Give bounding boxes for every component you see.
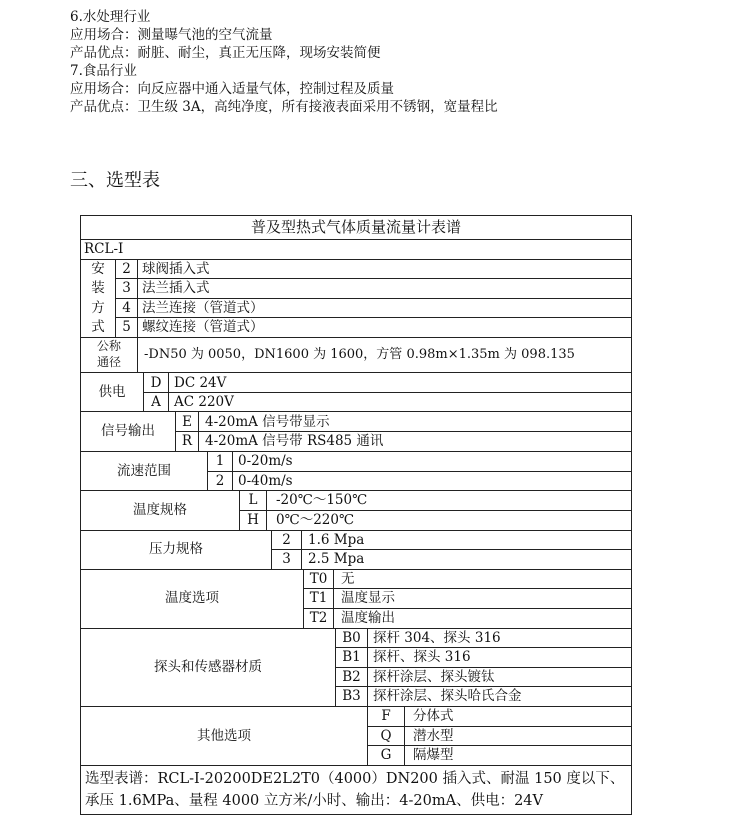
option-code: A [151, 394, 161, 410]
option-code: G [380, 747, 392, 763]
option-text: -20℃～150℃ [276, 492, 368, 508]
table-rule [404, 706, 405, 765]
table-rule [266, 490, 267, 530]
install-label-char: 装 [91, 280, 105, 296]
option-text: 无 [341, 571, 355, 587]
other-label: 其他选项 [197, 728, 251, 744]
table-rule [80, 569, 632, 570]
option-code: E [182, 414, 192, 430]
intro-line: 6.水处理行业 [70, 9, 151, 25]
option-text: 法兰连接（管道式） [142, 300, 264, 316]
power-label: 供电 [98, 384, 126, 400]
option-code: 5 [122, 319, 131, 335]
option-code: T1 [309, 590, 328, 606]
option-code: 3 [122, 280, 131, 296]
option-text: 0-40m/s [238, 473, 293, 489]
temp-spec-label: 温度规格 [133, 502, 187, 518]
table-rule [367, 726, 632, 727]
option-code: T0 [309, 571, 328, 587]
option-code: B1 [342, 649, 361, 665]
option-code: B0 [342, 630, 361, 646]
signal-label: 信号输出 [101, 423, 155, 439]
option-text: 0℃～220℃ [276, 512, 355, 528]
intro-line: 产品优点：卫生级 3A，高纯净度，所有接液表面采用不锈钢，宽量程比 [70, 99, 498, 115]
install-label-char: 方 [91, 300, 105, 316]
intro-line: 应用场合：测量曝气池的空气流量 [70, 27, 273, 43]
option-code: B2 [342, 669, 361, 685]
table-rule [80, 411, 632, 412]
option-text: 隔爆型 [413, 747, 454, 763]
option-text: DC 24V [174, 375, 227, 391]
option-text: 1.6 Mpa [308, 532, 365, 548]
option-code: H [247, 512, 259, 528]
option-text: 4-20mA 信号带 RS485 通讯 [205, 433, 384, 449]
temp-option-label: 温度选项 [165, 590, 219, 606]
option-code: L [248, 492, 258, 508]
diameter-text: -DN50 为 0050，DN1600 为 1600，方管 0.98m×1.35m 为 098.135 [144, 347, 575, 362]
option-text: 探杆 304、探头 316 [373, 630, 501, 646]
option-code: B3 [342, 688, 361, 704]
intro-line: 应用场合：向反应器中通入适量气体，控制过程及质量 [70, 81, 394, 97]
option-text: 螺纹连接（管道式） [142, 319, 264, 335]
option-text: 潜水型 [413, 728, 454, 744]
option-text: 温度显示 [341, 590, 395, 606]
table-rule [168, 372, 169, 411]
table-rule [80, 372, 632, 373]
option-code: 3 [282, 551, 291, 567]
install-label-char: 式 [91, 319, 105, 335]
option-code: D [150, 375, 162, 391]
option-text: 温度输出 [341, 610, 395, 626]
table-rule [367, 745, 632, 746]
option-code: 2 [215, 473, 225, 489]
option-code: F [381, 708, 391, 724]
option-code: T2 [309, 610, 328, 626]
table-rule [631, 215, 632, 815]
option-code: 2 [282, 532, 291, 548]
table-rule [198, 411, 199, 451]
intro-line: 产品优点：耐脏、耐尘，真正无压降，现场安装简便 [70, 45, 381, 61]
option-code: 2 [122, 261, 131, 277]
table-rule [137, 259, 138, 338]
diameter-label: 通径 [96, 355, 121, 369]
option-text: 球阀插入式 [142, 261, 210, 277]
option-text: 0-20m/s [238, 453, 293, 469]
table-rule [80, 337, 632, 338]
table-rule [80, 239, 632, 240]
table-rule [333, 569, 334, 628]
table-rule [80, 706, 632, 707]
table-title: 普及型热式气体质量流量计表谱 [250, 218, 461, 236]
option-code: 4 [122, 300, 131, 316]
table-rule [301, 530, 302, 569]
table-rule [367, 628, 368, 706]
example-text: 承压 1.6MPa、量程 4000 立方米/小时、输出：4-20mA、供电：24V [85, 793, 543, 809]
material-label: 探头和传感器材质 [154, 659, 262, 675]
option-code: 1 [215, 453, 225, 469]
option-text: 探杆涂层、探头哈氏合金 [373, 688, 522, 704]
option-code: R [181, 433, 193, 449]
pressure-label: 压力规格 [149, 541, 203, 557]
model-code: RCL-I [84, 241, 124, 257]
table-rule [80, 451, 632, 452]
option-text: 分体式 [413, 708, 454, 724]
install-label-char: 安 [91, 261, 105, 277]
option-text: 探杆、探头 316 [373, 649, 471, 665]
section-title: 三、选型表 [70, 170, 160, 191]
option-text: AC 220V [174, 394, 234, 410]
example-text: 选型表谱：RCL-I-20200DE2L2T0（4000）DN200 插入式、耐温 150 度以下、 [85, 771, 625, 787]
table-rule [137, 337, 138, 372]
option-text: 4-20mA 信号带显示 [205, 414, 330, 430]
table-rule [80, 215, 632, 216]
table-rule [232, 451, 233, 490]
diameter-label: 公称 [96, 339, 121, 353]
intro-line: 7.食品行业 [70, 63, 137, 79]
table-rule [80, 765, 632, 766]
option-code: Q [380, 728, 392, 744]
velocity-label: 流速范围 [117, 463, 171, 479]
option-text: 探杆涂层、探头镀钛 [373, 669, 495, 685]
option-text: 法兰插入式 [142, 280, 210, 296]
option-text: 2.5 Mpa [308, 551, 365, 567]
table-rule [80, 814, 632, 815]
